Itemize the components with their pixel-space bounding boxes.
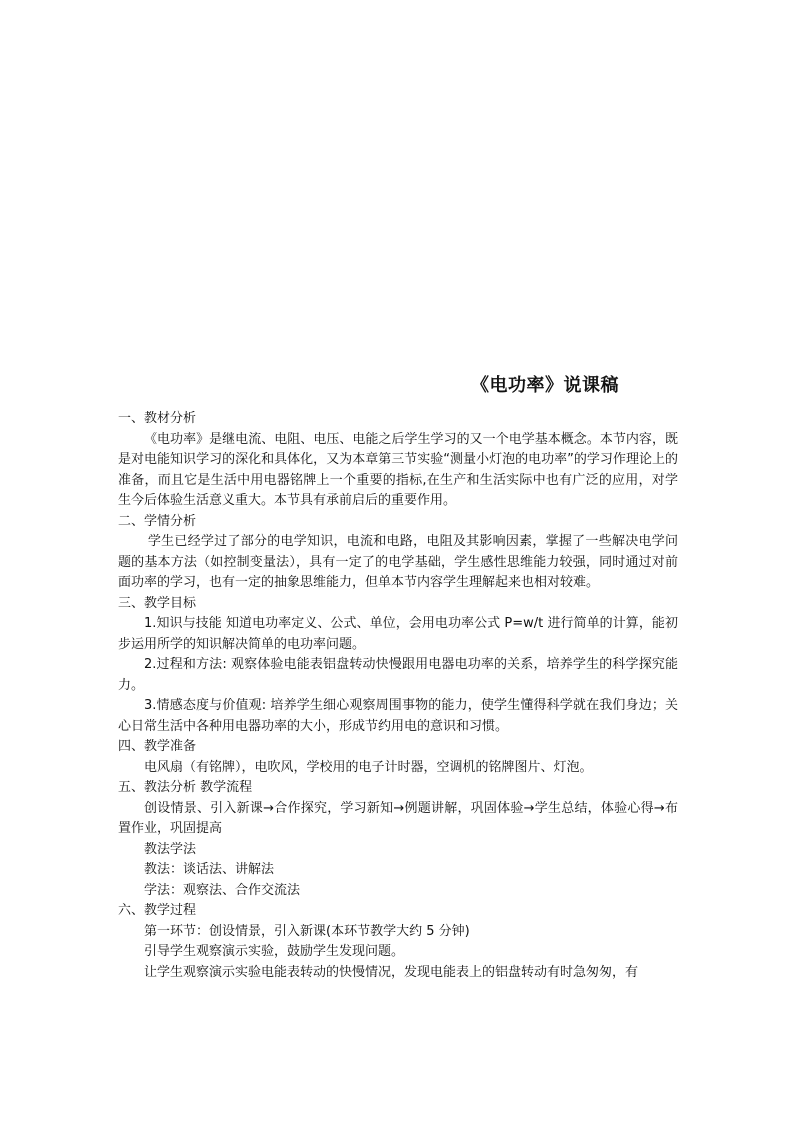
paragraph-preparation: 电风扇（有铭牌），电吹风，学校用的电子计时器，空调机的铭牌图片、灯泡。	[144, 759, 593, 775]
section-heading-textbook-analysis: 一、教材分析	[118, 411, 197, 426]
document-title: 《电功率》说课稿	[471, 375, 619, 396]
paragraph-student-analysis: 学生已经学过了部分的电学知识，电流和电路，电阻及其影响因素，掌握了一些解决电学问题的基本方法（如控制变量法），具有一定了的电学基础，学生感性思维能力较强，同时通过对前面功率的学习，也有一定的抽象思维能力，但单本节内容学生理解起来也相对较难。	[118, 534, 678, 590]
paragraph-objective-knowledge: 1.知识与技能 知道电功率定义、公式、单位，会用电功率公式 P=w/t 进行简单的计算，能初步运用所学的知识解决简单的电功率问题。	[118, 616, 678, 652]
document-body	[118, 409, 678, 983]
paragraph-teaching-flow: 创设情景、引入新课→合作探究，学习新知→例题讲解，巩固体验→学生总结，体验心得→布置作业，巩固提高	[118, 800, 678, 836]
paragraph-teaching-method: 教法：谈话法、讲解法	[144, 862, 275, 877]
section-heading-teaching-process: 六、教学过程	[118, 903, 197, 918]
section-heading-student-analysis: 二、学情分析	[118, 513, 197, 529]
paragraph-process-step-one: 第一环节：创设情景，引入新课(本环节教学大约 5 分钟)	[144, 923, 470, 939]
paragraph-learning-method: 学法：观察法、合作交流法	[144, 882, 301, 898]
section-heading-method-flow: 五、教法分析 教学流程	[118, 780, 253, 795]
paragraph-process-observation: 让学生观察演示实验电能表转动的快慢情况，发现电能表上的铝盘转动有时急匆匆，有	[144, 964, 639, 980]
section-heading-preparation: 四、教学准备	[118, 739, 197, 754]
section-heading-teaching-objectives: 三、教学目标	[118, 595, 197, 611]
paragraph-teaching-learning-methods: 教法学法	[144, 841, 197, 857]
paragraph-process-guidance: 引导学生观察演示实验，鼓励学生发现问题。	[144, 944, 405, 959]
paragraph-objective-attitude: 3.情感态度与价值观: 培养学生细心观察周围事物的能力，使学生懂得科学就在我们身边；关心日常生活中各种用电器功率的大小，形成节约用电的意识和习惯。	[118, 698, 678, 734]
paragraph-objective-process: 2.过程和方法: 观察体验电能表铝盘转动快慢跟用电器电功率的关系，培养学生的科学探究能力。	[118, 657, 678, 693]
paragraph-textbook-analysis: 《电功率》是继电流、电阻、电压、电能之后学生学习的又一个电学基本概念。本节内容，既是对电能知识学习的深化和具体化，又为本章第三节实验“测量小灯泡的电功率”的学习作理论上的准备，而且它是生活中用电器铭牌上一个重要的指标,在生产和生活实际中也有广泛的应用，对学生今后体验生活意义重大。本节具有承前启后的重要作用。	[118, 431, 678, 508]
